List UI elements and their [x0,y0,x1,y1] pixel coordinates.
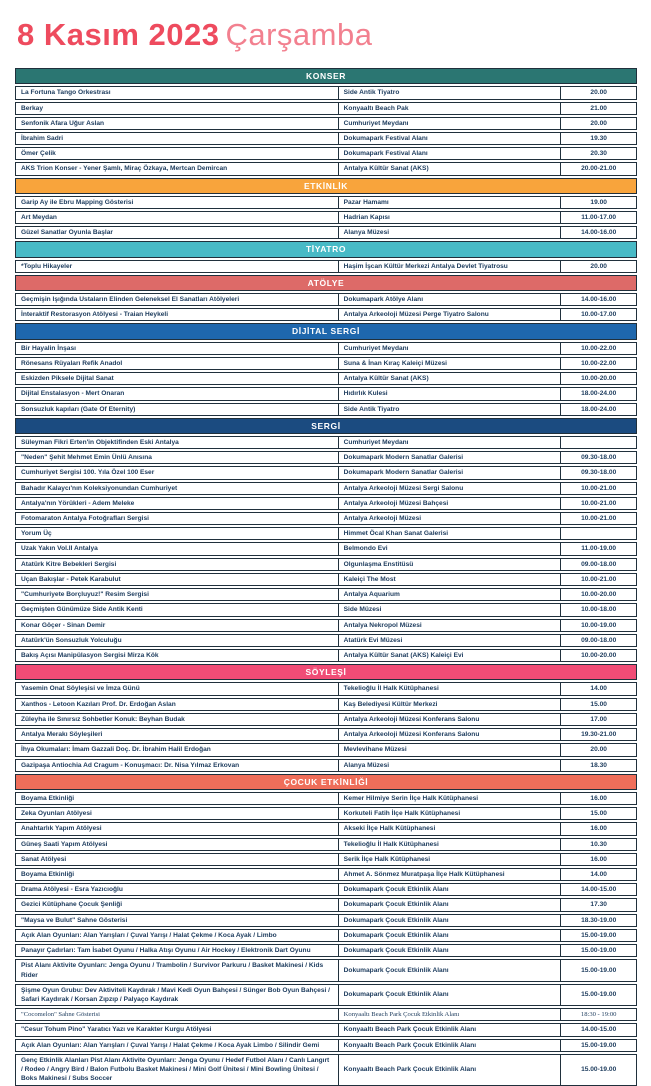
schedule-table [15,68,637,1085]
venue-cell: Akseki İlçe Halk Kütüphanesi [339,823,562,834]
venue-cell: Dokumapark Çocuk Etkinlik Alanı [339,945,562,956]
event-row [15,959,637,981]
event-name-cell: Genç Etkinlik Alanları Pist Alanı Aktivite Oyunları: Jenga Oyunu / Hedef Futbol Alanı / Canlı Langırt / Rodeo / Angry Bird / Balon Futbolu Basket Makinesi / Mini Golf Ünitesi / Mini Bowling Ünitesi / Boks Makinesi / Subs Soccer [16,1055,339,1085]
event-row [15,497,637,510]
venue-cell: Olgunlaşma Enstitüsü [339,559,562,570]
event-row [15,162,637,175]
event-row [15,573,637,586]
venue-cell: Dokumapark Atölye Alanı [339,294,562,305]
event-row [15,308,637,321]
section-header-at-lye [15,275,637,291]
time-cell: 09.00-18.00 [581,636,617,644]
section-title: ETKİNLİK [304,180,348,191]
event-row [15,619,637,632]
time-cell: 10.00-18.00 [581,606,617,614]
event-name-cell: Panayır Çadırları: Tam İsabet Oyunu / Halka Atışı Oyunu / Air Hockey / Elektronik Dart Oyunu [16,945,339,956]
time-cell: 14.00-16.00 [581,296,617,304]
event-row [15,853,637,866]
event-name-cell: Uçan Bakışlar - Petek Karabulut [16,574,339,585]
time-cell: 15.00-19.00 [581,966,617,974]
venue-cell: Dokumapark Çocuk Etkinlik Alanı [339,915,562,926]
event-name-cell: Garip Ay ile Ebru Mapping Gösterisi [16,197,339,208]
event-row [15,1008,637,1021]
venue-cell: Tekelioğlu İl Halk Kütüphanesi [339,683,562,694]
section-title: ATÖLYE [307,277,345,288]
venue-cell: Konyaaltı Beach Park Çocuk Etkinlik Alanı [339,1040,562,1051]
section-header-ti-yatro [15,241,637,257]
time-cell: 17.30 [590,901,607,909]
event-row [15,898,637,911]
venue-cell: Antalya Kültür Sanat (AKS) [339,163,562,174]
venue-cell: Ahmet A. Sönmez Muratpaşa İlçe Halk Kütüphanesi [339,869,562,880]
event-name-cell: Geçmişin Işığında Ustaların Elinden Geleneksel El Sanatları Atölyeleri [16,294,339,305]
event-row [15,868,637,881]
event-row [15,682,637,695]
event-row [15,807,637,820]
event-name-cell: Drama Atölyesi - Esra Yazıcıoğlu [16,884,339,895]
venue-cell: Dokumapark Çocuk Etkinlik Alanı [339,985,562,1005]
event-row [15,634,637,647]
venue-cell: Antalya Arkeoloji Müzesi Sergi Salonu [339,483,562,494]
time-cell: 16.00 [590,825,607,833]
venue-cell: Antalya Arkeoloji Müzesi Perge Tiyatro Salonu [339,309,562,320]
venue-cell: Dokumapark Çocuk Etkinlik Alanı [339,930,562,941]
event-row [15,403,637,416]
venue-cell: Atatürk Evi Müzesi [339,635,562,646]
event-name-cell: Fotomaraton Antalya Fotoğrafları Sergisi [16,513,339,524]
section-header-sergi- [15,418,637,434]
section-title: SERGİ [311,420,341,431]
time-cell: 10.00-20.00 [581,375,617,383]
event-name-cell: *Toplu Hikayeler [16,261,339,272]
venue-cell: Dokumapark Çocuk Etkinlik Alanı [339,899,562,910]
venue-cell: Serik İlçe Halk Kütüphanesi [339,854,562,865]
time-cell: 18:30 - 19:00 [580,1011,617,1019]
event-name-cell: Zeka Oyunları Atölyesi [16,808,339,819]
event-row [15,86,637,99]
time-cell [561,528,636,539]
event-name-cell: Atatürk Kitre Bebekleri Sergisi [16,559,339,570]
section-header--ocuk-etki-nli-i- [15,774,637,790]
time-cell: 20.00 [590,89,607,97]
event-row [15,512,637,525]
event-name-cell: Gazipaşa Antiochia Ad Cragum - Konuşmacı: Dr. Nisa Yılmaz Erkovan [16,760,339,771]
event-name-cell: AKS Trion Konser - Yener Şamlı, Miraç Özkaya, Mertcan Demircan [16,163,339,174]
time-cell: 20.30 [590,150,607,158]
time-cell: 15.00-19.00 [581,931,617,939]
venue-cell: Side Müzesi [339,604,562,615]
venue-cell: Hadrian Kapısı [339,212,562,223]
event-name-cell: Pist Alanı Aktivite Oyunları: Jenga Oyunu / Trambolin / Survivor Parkuru / Basket Makinesi / Kids Rider [16,960,339,980]
venue-cell: Antalya Arkeoloji Müzesi Konferans Salonu [339,729,562,740]
event-row [15,293,637,306]
venue-cell: Antalya Kültür Sanat (AKS) [339,373,562,384]
event-name-cell: Senfonik Afara Uğur Aslan [16,118,339,129]
event-row [15,944,637,957]
time-cell: 10.00-19.00 [581,621,617,629]
time-cell: 14.00 [590,685,607,693]
venue-cell: Konyaaltı Beach Park Çocuk Etkinlik Alanı [339,1009,562,1020]
venue-cell: Side Antik Tiyatro [339,404,562,415]
venue-cell: Korkuteli Fatih İlçe Halk Kütüphanesi [339,808,562,819]
venue-cell: Dokumapark Festival Alanı [339,133,562,144]
venue-cell: Hıdırlık Kulesi [339,388,562,399]
event-name-cell: Art Meydan [16,212,339,223]
venue-cell: Cumhuriyet Meydanı [339,343,562,354]
event-row [15,713,637,726]
event-row [15,542,637,555]
venue-cell: Kaş Belediyesi Kültür Merkezi [339,699,562,710]
section-header-s-yle-i- [15,664,637,680]
event-row [15,226,637,239]
time-cell: 16.00 [590,794,607,802]
event-name-cell: Açık Alan Oyunları: Alan Yarışları / Çuval Yarışı / Halat Çekme / Koca Ayak / Limbo [16,930,339,941]
event-row [15,649,637,662]
time-cell: 14.00 [590,871,607,878]
title-date: 8 Kasım 2023 [17,17,220,52]
event-name-cell: Yorum Üç [16,528,339,539]
event-row [15,102,637,115]
event-name-cell: "Neden" Şehit Mehmet Emin Ünlü Anısına [16,452,339,463]
time-cell: 20.00 [590,746,607,754]
venue-cell: Konyaaltı Beach Park Çocuk Etkinlik Alanı [339,1055,562,1085]
event-row [15,260,637,273]
time-cell: 09.30-18.00 [581,454,617,462]
venue-cell: Konyaaltı Beach Park Çocuk Etkinlik Alanı [339,1024,562,1035]
venue-cell: Antalya Kültür Sanat (AKS) Kaleiçi Evi [339,650,562,661]
venue-cell: Kemer Hilmiye Serin İlçe Halk Kütüphanesi [339,793,562,804]
venue-cell: Antalya Arkeoloji Müzesi [339,513,562,524]
event-row [15,147,637,160]
event-name-cell: İhya Okumaları: İmam Gazzali Doç. Dr. İbrahim Halil Erdoğan [16,744,339,755]
time-cell: 20.00 [590,262,607,270]
event-name-cell: Anahtarlık Yapım Atölyesi [16,823,339,834]
event-row [15,196,637,209]
time-cell: 18.30 [590,761,607,769]
time-cell: 10.00-21.00 [581,515,617,523]
venue-cell: Dokumapark Çocuk Etkinlik Alanı [339,960,562,980]
time-cell: 18.00-24.00 [581,390,617,398]
time-cell: 09.30-18.00 [581,469,617,477]
event-name-cell: Bir Hayalin İnşası [16,343,339,354]
event-name-cell: Berkay [16,103,339,114]
time-cell: 20.00-21.00 [581,165,617,173]
section-title: TİYATRO [305,244,347,255]
time-cell: 11.00-19.00 [581,545,617,553]
event-name-cell: Bahadır Kalaycı'nın Koleksiyonundan Cumhuriyet [16,483,339,494]
event-name-cell: "Cocomelon" Sahne Gösterisi [16,1009,339,1020]
event-name-cell: Gezici Kütüphane Çocuk Şenliği [16,899,339,910]
event-row [15,372,637,385]
event-name-cell: Antalya Merakı Söyleşileri [16,729,339,740]
event-row [15,822,637,835]
venue-cell: Dokumapark Festival Alanı [339,148,562,159]
event-row [15,759,637,772]
time-cell [561,437,636,448]
event-row [15,1039,637,1052]
event-name-cell: Şişme Oyun Grubu: Dev Aktiviteli Kaydırak / Mavi Kedi Oyun Bahçesi / Sünger Bob Oyun Bahçesi / Safari Kaydırak / Korsan Zıpzıp / Palyaço Kaydırak [16,985,339,1005]
event-name-cell: Güneş Saati Yapım Atölyesi [16,839,339,850]
event-name-cell: "Cesur Tohum Pino" Yaratıcı Yazı ve Karakter Kurgu Atölyesi [16,1024,339,1035]
time-cell: 14.00-15.00 [581,886,617,894]
event-name-cell: Açık Alan Oyunları: Alan Yarışları / Çuval Yarışı / Halat Çekme / Koca Ayak Limbo / Silindir Gemi [16,1040,339,1051]
section-header-etki-nli-k [15,178,637,194]
venue-cell: Tekelioğlu İl Halk Kütüphanesi [339,839,562,850]
event-row [15,929,637,942]
event-row [15,698,637,711]
time-cell: 10.00-20.00 [581,652,617,659]
section-title: ÇOCUK ETKİNLİĞİ [283,776,369,787]
event-name-cell: İnteraktif Restorasyon Atölyesi - Traian Heykeli [16,309,339,320]
time-cell: 11.00-17.00 [581,214,617,221]
event-row [15,387,637,400]
event-name-cell: Cumhuriyet Sergisi 100. Yıla Özel 100 Eser [16,467,339,478]
venue-cell: Mevlevihane Müzesi [339,744,562,755]
event-name-cell: Rönesans Rüyaları Refik Anadol [16,358,339,369]
event-row [15,883,637,896]
event-row [15,603,637,616]
time-cell: 10.00-22.00 [581,344,617,352]
title-day: Çarşamba [225,17,373,52]
event-name-cell: Züleyha ile Sınırsız Sohbetler Konuk: Beyhan Budak [16,714,339,725]
event-row [15,117,637,130]
time-cell: 14.00-15.00 [581,1026,617,1034]
time-cell: 10.30 [590,840,607,848]
time-cell: 15.00-19.00 [581,947,617,955]
time-cell: 19.00 [590,198,607,206]
event-name-cell: Boyama Etkinliği [16,869,339,880]
event-row [15,132,637,145]
event-name-cell: İbrahim Sadri [16,133,339,144]
venue-cell: Dokumapark Modern Sanatlar Galerisi [339,467,562,478]
event-row [15,482,637,495]
venue-cell: Alanya Müzesi [339,760,562,771]
event-row [15,436,637,449]
venue-cell: Belmondo Evi [339,543,562,554]
venue-cell: Suna & İnan Kıraç Kaleiçi Müzesi [339,358,562,369]
time-cell: 09.00-18.00 [581,560,617,568]
event-row [15,728,637,741]
event-row [15,342,637,355]
event-row [15,451,637,464]
event-name-cell: "Maysa ve Bulut" Sahne Gösterisi [16,915,339,926]
venue-cell: Kaleiçi The Most [339,574,562,585]
venue-cell: Side Antik Tiyatro [339,87,562,98]
time-cell: 10.00-21.00 [581,575,617,583]
section-header-di-ji-tal-sergi- [15,323,637,339]
venue-cell: Antalya Nekropol Müzesi [339,620,562,631]
event-row [15,466,637,479]
time-cell: 19.30 [590,134,607,142]
event-row [15,838,637,851]
time-cell: 16.00 [590,855,607,863]
time-cell: 15.00-19.00 [581,1041,617,1049]
venue-cell: Konyaaltı Beach Pak [339,103,562,114]
time-cell: 18.00-24.00 [581,405,617,413]
event-name-cell: La Fortuna Tango Orkestrası [16,87,339,98]
event-name-cell: Süleyman Fikri Erten'in Objektifinden Eski Antalya [16,437,339,448]
time-cell: 15.00-19.00 [581,1066,617,1074]
event-name-cell: Bakış Açısı Manipülasyon Sergisi Mirza Kök [16,650,339,661]
event-name-cell: Ömer Çelik [16,148,339,159]
event-row [15,743,637,756]
event-row [15,792,637,805]
section-title: DİJİTAL SERGİ [292,326,360,337]
section-title: KONSER [306,71,346,82]
event-name-cell: Uzak Yakın Vol.II Antalya [16,543,339,554]
event-name-cell: "Cumhuriyete Borçluyuz!" Resim Sergisi [16,589,339,600]
event-name-cell: Sanat Atölyesi [16,854,339,865]
event-name-cell: Antalya'nın Yörükleri - Adem Meleke [16,498,339,509]
event-row [15,914,637,927]
event-name-cell: Xanthos - Letoon Kazıları Prof. Dr. Erdoğan Aslan [16,699,339,710]
event-name-cell: Yasemin Onat Söyleşisi ve İmza Günü [16,683,339,694]
event-row [15,984,637,1006]
event-name-cell: Konar Göçer - Sinan Demir [16,620,339,631]
time-cell: 20.00 [590,119,607,127]
event-row [15,527,637,540]
event-name-cell: Güzel Sanatlar Oyunla Başlar [16,227,339,238]
time-cell: 15.00-19.00 [581,991,617,999]
event-row [15,1054,637,1086]
venue-cell: Haşim İşcan Kültür Merkezi Antalya Devlet Tiyatrosu [339,261,562,272]
event-name-cell: Sonsuzluk kapıları (Gate Of Eternity) [16,404,339,415]
page-title [17,18,637,52]
event-name-cell: Dijital Enstalasyon - Mert Onaran [16,388,339,399]
venue-cell: Pazar Hamamı [339,197,562,208]
event-name-cell: Boyama Etkinliği [16,793,339,804]
time-cell: 10.00-20.00 [581,591,617,599]
event-row [15,211,637,224]
time-cell: 17.00 [590,715,607,723]
time-cell: 21.00 [590,104,607,112]
time-cell: 15.00 [590,810,607,818]
time-cell: 10.00-17.00 [581,311,617,319]
time-cell: 10.00-21.00 [581,499,617,507]
venue-cell: Alanya Müzesi [339,227,562,238]
time-cell: 15.00 [590,700,607,708]
event-name-cell: Atatürk'ün Sonsuzluk Yolculuğu [16,635,339,646]
time-cell: 14.00-16.00 [581,229,617,237]
venue-cell: Dokumapark Çocuk Etkinlik Alanı [339,884,562,895]
event-name-cell: Eskizden Piksele Dijital Sanat [16,373,339,384]
section-header-konser [15,68,637,84]
time-cell: 18.30-19.00 [581,916,617,924]
event-row [15,357,637,370]
venue-cell: Antalya Arkeoloji Müzesi Konferans Salonu [339,714,562,725]
venue-cell: Antalya Arkeoloji Müzesi Bahçesi [339,498,562,509]
event-row [15,588,637,601]
time-cell: 10.00-21.00 [581,484,617,492]
event-row [15,558,637,571]
venue-cell: Cumhuriyet Meydanı [339,118,562,129]
venue-cell: Himmet Öcal Khan Sanat Galerisi [339,528,562,539]
time-cell: 19.30-21.00 [581,731,617,739]
time-cell: 10.00-22.00 [581,359,617,367]
event-name-cell: Geçmişten Günümüze Side Antik Kenti [16,604,339,615]
venue-cell: Antalya Aquarium [339,589,562,600]
venue-cell: Dokumapark Modern Sanatlar Galerisi [339,452,562,463]
section-title: SÖYLEŞİ [305,667,347,678]
event-row [15,1023,637,1036]
venue-cell: Cumhuriyet Meydanı [339,437,562,448]
